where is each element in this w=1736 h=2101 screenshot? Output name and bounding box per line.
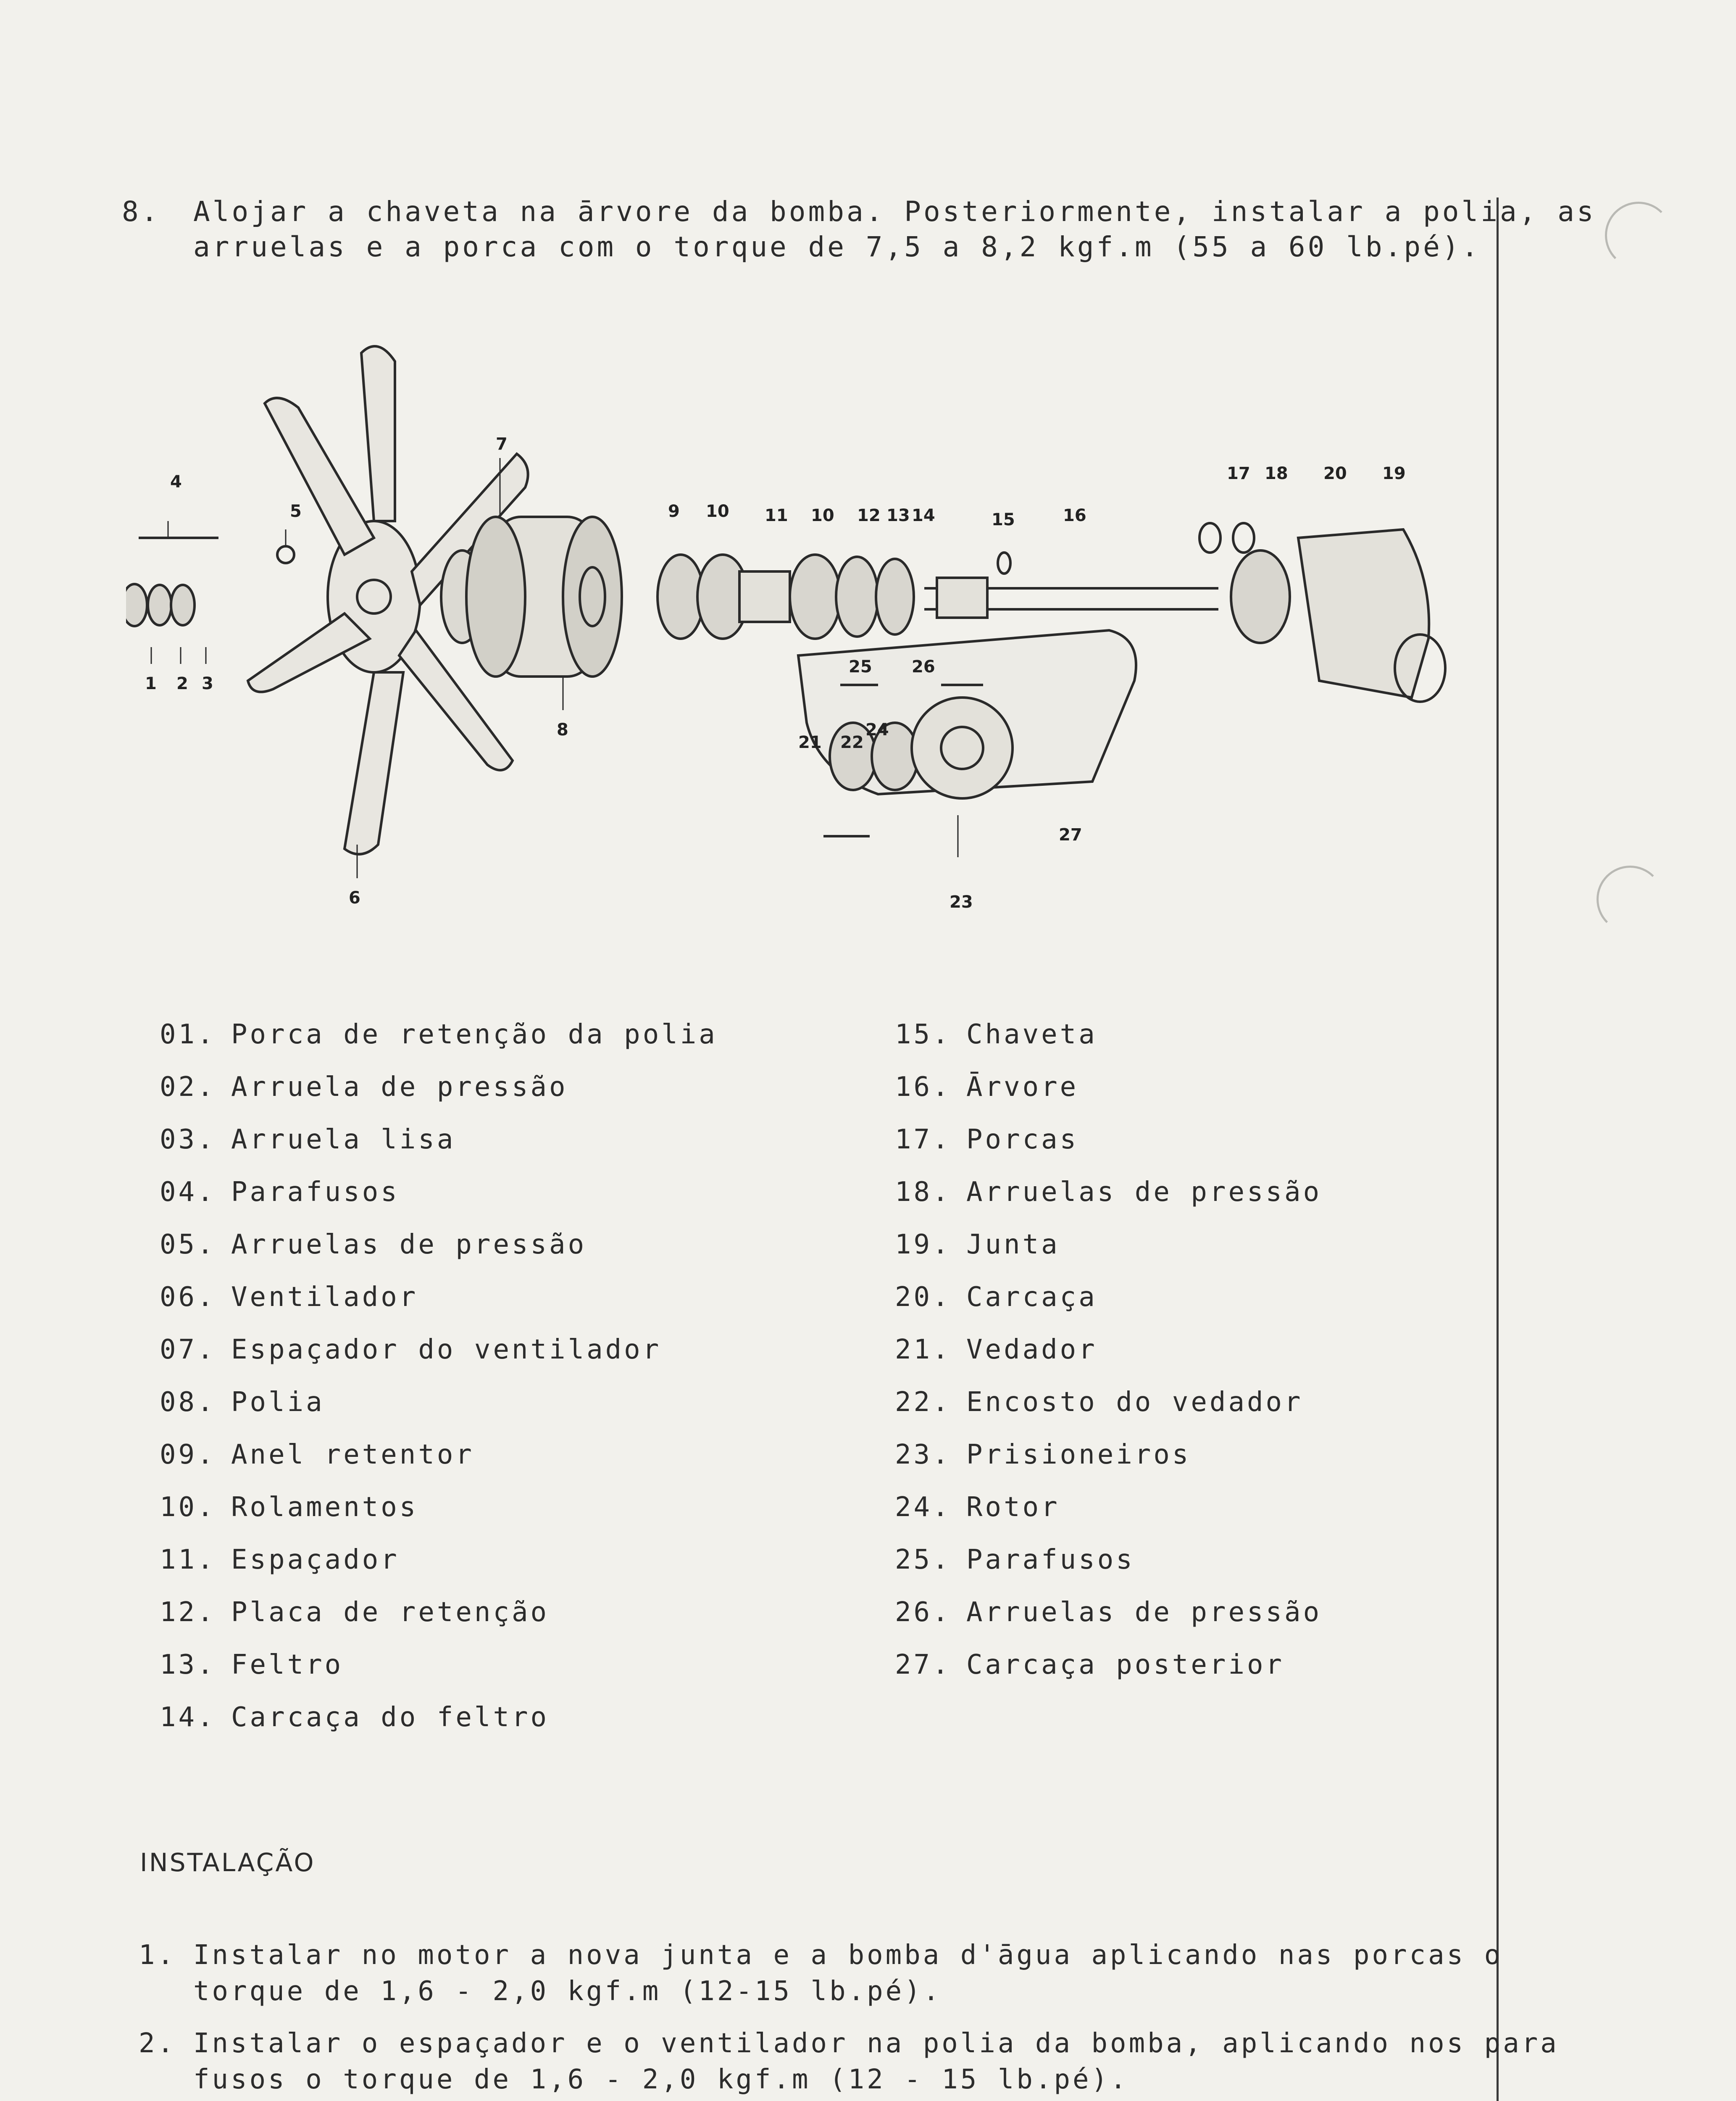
section-title-installation: INSTALAÇÃO [140,1848,316,1877]
callout-13: 13 [886,506,910,525]
callout-27: 27 [1059,825,1082,845]
binder-hole-middle [1597,866,1664,933]
list-item: 05. Arruelas de pressão [160,1229,587,1260]
callout-20: 20 [1323,464,1347,483]
list-item: 23. Prisioneiros [895,1439,1191,1470]
list-item: 09. Anel retentor [160,1439,474,1470]
callout-15: 15 [992,510,1015,529]
callout-12: 12 [857,506,881,525]
callout-6: 6 [349,888,360,908]
shaft-assembly-drawing [658,553,1218,639]
list-item: 19. Junta [895,1229,1060,1260]
water-pump-exploded-diagram [126,319,1479,920]
list-item: 04. Parafusos [160,1177,400,1208]
list-item: 20. Carcaça [895,1282,1097,1313]
callout-25: 25 [849,657,872,677]
callout-10a: 10 [706,502,729,521]
callout-26: 26 [912,657,935,677]
list-item: 21. Vedador [895,1334,1097,1365]
list-item: 02. Arruela de pressão [160,1072,568,1103]
callout-21: 21 [798,733,822,752]
list-item: 11. Espaçador [160,1544,400,1575]
list-item: 22. Encosto do vedador [895,1387,1303,1418]
list-item: 24. Rotor [895,1492,1060,1523]
callout-5: 5 [290,502,302,521]
callout-18: 18 [1265,464,1288,483]
list-item: 07. Espaçador do ventilador [160,1334,662,1365]
list-item: 08. Polia [160,1387,325,1418]
callout-2: 2 [176,674,188,693]
step-8-text [193,194,1596,265]
callout-9: 9 [668,502,680,521]
callout-16: 16 [1063,506,1086,525]
callout-3: 3 [202,674,213,693]
callout-11: 11 [765,506,788,525]
list-item: 10. Rolamentos [160,1492,418,1523]
pulley-drawing [466,517,622,677]
callout-14: 14 [912,506,935,525]
list-item: 15. Chaveta [895,1019,1097,1050]
callout-7: 7 [496,434,508,454]
list-item: 16. Ārvore [895,1072,1079,1103]
list-item: 27. Carcaça posterior [895,1649,1285,1680]
list-item: 18. Arruelas de pressão [895,1177,1322,1208]
callout-24: 24 [865,720,889,740]
list-item: 01. Porca de retenção da polia [160,1019,718,1050]
list-item: 17. Porcas [895,1124,1079,1155]
callout-17: 17 [1227,464,1250,483]
list-item: 26. Arruelas de pressão [895,1597,1322,1628]
list-item: 13. Feltro [160,1649,344,1680]
list-item: 25. Parafusos [895,1544,1135,1575]
callout-22: 22 [840,733,864,752]
step-8-number: 8. [122,195,160,228]
callout-1: 1 [145,674,157,693]
callout-19: 19 [1382,464,1406,483]
right-margin-rule [1497,197,1499,2101]
callout-4: 4 [170,472,182,492]
list-item: 12. Placa de retenção [160,1597,550,1628]
list-item: 14. Carcaça do feltro [160,1702,550,1733]
callout-10b: 10 [811,506,834,525]
binder-hole-top [1605,202,1672,269]
callout-23: 23 [950,893,973,912]
list-item: 03. Arruela lisa [160,1124,456,1155]
housing-drawing [1199,523,1445,702]
step-8-line-1: Alojar a chaveta na ārvore da bomba. Posteriormente, instalar a polia, as [193,195,1596,228]
callout-8: 8 [557,720,568,740]
list-item: 06. Ventilador [160,1282,418,1313]
step-8-line-2: arruelas e a porca com o torque de 7,5 a 8,2 kgf.m (55 a 60 lb.pé). [193,231,1481,263]
